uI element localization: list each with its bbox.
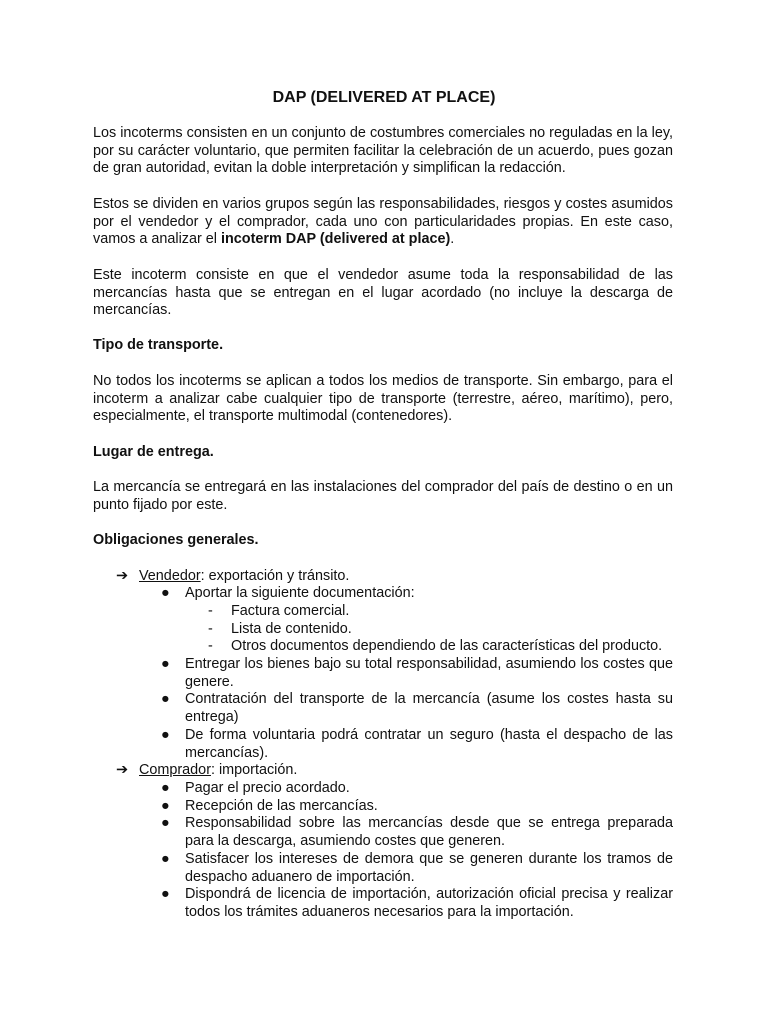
bullet-icon: ● [161,656,170,672]
bullet-icon: ● [161,780,170,796]
seller-item: Contratación del transporte de la mercancía (asume los costes hasta su entrega) [185,691,673,725]
bullet-icon: ● [161,886,170,902]
definition-paragraph: Este incoterm consiste en que el vendedor asume toda la responsabilidad de las mercancías hasta que se entregan en el lugar acordado (no incluye la descarga de mercancías. [93,267,673,319]
bullet-icon: ● [161,815,170,831]
buyer-heading [139,762,679,780]
seller-heading [139,568,679,586]
groups-paragraph-bold: incoterm DAP (delivered at place) [220,231,451,248]
dash-icon: - [208,603,213,619]
bullet-icon: ● [161,798,170,814]
seller-item: De forma voluntaria podrá contratar un seguro (hasta el despacho de las mercancías). [185,727,673,761]
arrow-right-icon: ➔ [116,762,129,778]
delivery-paragraph: La mercancía se entregará en las instalaciones del comprador del país de destino o en un punto fijado por este. [93,479,673,513]
bullet-icon: ● [161,727,170,743]
seller-doc-item: Aportar la siguiente documentación: [185,585,415,601]
seller-doc-subitem: Factura comercial. [231,603,350,619]
groups-paragraph [93,196,673,249]
delivery-heading: Lugar de entrega. [93,444,214,460]
buyer-item: Recepción de las mercancías. [185,798,378,814]
bullet-icon: ● [161,585,170,601]
buyer-suffix: : importación. [210,762,298,778]
seller-item: Entregar los bienes bajo su total responsabilidad, asumiendo los costes que genere. [185,656,673,690]
bullet-icon: ● [161,851,170,867]
page-title: DAP (DELIVERED AT PLACE) [272,89,496,106]
seller-doc-subitem: Otros documentos dependiendo de las características del producto. [231,638,663,654]
intro-paragraph: Los incoterms consisten en un conjunto de costumbres comerciales no reguladas en la ley, por su carácter voluntario, que permiten facilitar la celebración de un acuerdo, pues gozan de gran autoridad, evitan la doble interpretación y simplifican la redacción. [93,125,673,177]
transport-paragraph: No todos los incoterms se aplican a todos los medios de transporte. Sin embargo, para el incoterm a analizar cabe cualquier tipo de transporte (terrestre, aéreo, marítimo), pero, especialmente, el transporte multimodal (contenedores). [93,373,673,425]
dash-icon: - [208,638,213,654]
groups-paragraph-text: Estos se dividen en varios grupos según las responsabilidades, riesgos y costes asumidos por el vendedor y el comprador, cada uno con particularidades propias. En este caso, vamos a analizar el [93,196,673,248]
buyer-label: Comprador [139,762,211,778]
buyer-item: Satisfacer los intereses de demora que se generen durante los tramos de despacho aduanero de importación. [185,851,673,885]
buyer-item: Pagar el precio acordado. [185,780,350,796]
seller-suffix: : exportación y tránsito. [200,568,350,584]
obligations-heading: Obligaciones generales. [93,532,259,548]
groups-paragraph-end: . [450,231,455,248]
seller-label: Vendedor [139,568,201,584]
seller-doc-subitem: Lista de contenido. [231,621,352,637]
buyer-item: Responsabilidad sobre las mercancías desde que se entrega preparada para la descarga, asumiendo costes que generen. [185,815,673,849]
bullet-icon: ● [161,691,170,707]
arrow-right-icon: ➔ [116,568,129,584]
dash-icon: - [208,621,213,637]
buyer-item: Dispondrá de licencia de importación, autorización oficial precisa y realizar todos los trámites aduaneros necesarios para la importación. [185,886,673,920]
transport-heading: Tipo de transporte. [93,337,224,353]
